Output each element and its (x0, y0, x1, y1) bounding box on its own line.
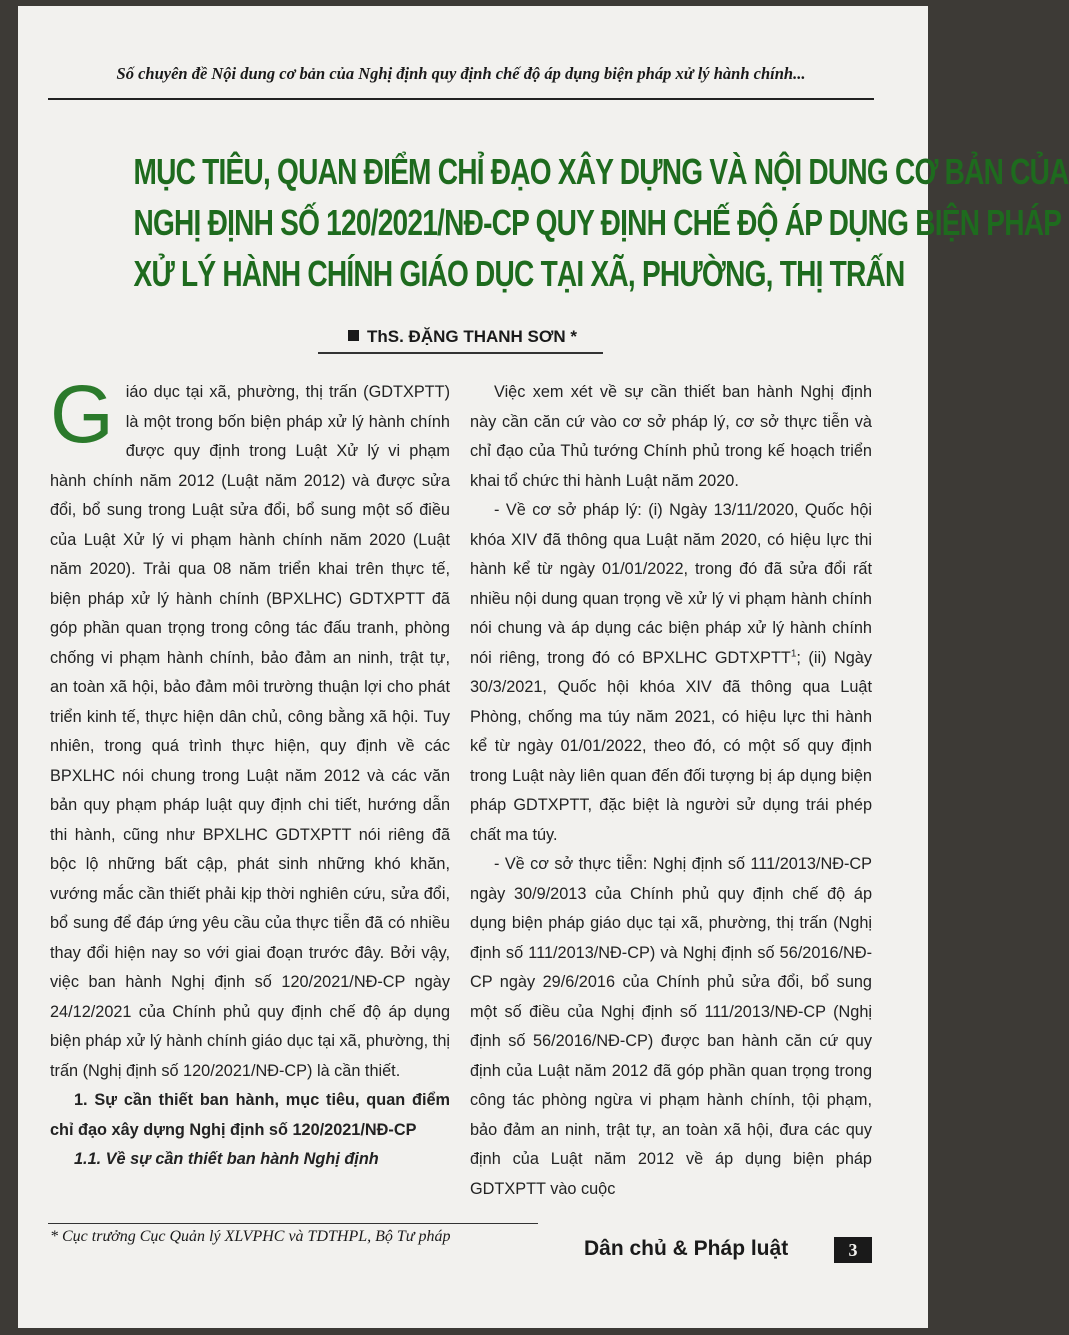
paragraph-necessity: Việc xem xét về sự cần thiết ban hành Nghị định này cần căn cứ vào cơ sở pháp lý, cơ sở thực tiễn và chỉ đạo của Thủ tướng Chính phủ trong kế hoạch triển khai tổ chức thi hành Luật năm 2020. (470, 383, 872, 490)
footnote-ref[interactable]: 1 (790, 648, 797, 660)
right-column (470, 378, 872, 1204)
intro-paragraph (50, 369, 450, 1086)
section-heading: 1. Sự cần thiết ban hành, mục tiêu, quan điểm chỉ đạo xây dựng Nghị định số 120/2021/NĐ-CP (50, 1091, 450, 1139)
legal-basis-text-1: - Về cơ sở pháp lý: (i) Ngày 13/11/2020, Quốc hội khóa XIV đã thông qua Luật năm 2020, có hiệu lực thi hành kể từ ngày 01/01/2022, trong đó đã sửa đổi rất nhiều nội dung quan trọng về xử lý vi phạm hành chính nói chung và áp dụng các biện pháp xử lý hành chính nói riêng, trong đó có BPXLHC GDTXPTT (470, 501, 872, 667)
legal-basis-text-2: ; (ii) Ngày 30/3/2021, Quốc hội khóa XIV đã thông qua Luật Phòng, chống ma túy năm 2021, có hiệu lực thi hành kể từ ngày 01/01/2022, theo đó, có một số quy định trong Luật này liên quan đến đối tượng bị áp dụng biện pháp GDTXPTT, đặc biệt là người sử dụng trái phép chất ma túy. (470, 648, 872, 844)
left-column (50, 369, 450, 1175)
page-number: 3 (834, 1237, 872, 1263)
author-block (318, 322, 618, 354)
title-line-3: XỬ LÝ HÀNH CHÍNH GIÁO DỤC TẠI XÃ, PHƯỜNG, THỊ TRẤN (133, 253, 905, 294)
paragraph-practical-basis: - Về cơ sở thực tiễn: Nghị định số 111/2013/NĐ-CP ngày 30/9/2013 của Chính phủ quy định chế độ áp dụng biện pháp giáo dục tại xã, phường, thị trấn (Nghị định số 111/2013/NĐ-CP) và Nghị định số 56/2016/NĐ-CP ngày 29/6/2016 của Chính phủ sửa đổi, bổ sung một số điều của Nghị định số 111/2013/NĐ-CP (Nghị định số 56/2016/NĐ-CP) được ban hành căn cứ quy định của Luật năm 2012 đã góp phần quan trọng trong công tác phòng ngừa vi phạm hành chính, tội phạm, bảo đảm an ninh, trật tự, an toàn xã hội, đưa các quy định của Luật năm 2012 về áp dụng biện pháp GDTXPTT vào cuộc (470, 855, 872, 1198)
subsection-heading: 1.1. Về sự cần thiết ban hành Nghị định (74, 1150, 379, 1168)
title-line-2: NGHỊ ĐỊNH SỐ 120/2021/NĐ-CP QUY ĐỊNH CHẾ ĐỘ ÁP DỤNG BIỆN PHÁP (133, 202, 1062, 243)
paragraph-legal-basis (470, 496, 872, 850)
magazine-page (18, 6, 1069, 1328)
footnote-rule (48, 1223, 538, 1224)
square-bullet-icon (348, 330, 359, 341)
title-line-1: MỤC TIÊU, QUAN ĐIỂM CHỈ ĐẠO XÂY DỰNG VÀ NỘI DUNG CƠ BẢN CỦA (133, 151, 1069, 192)
author-underline (318, 352, 603, 354)
footnote: * Cục trưởng Cục Quản lý XLVPHC và TDTHPL, Bộ Tư pháp (50, 1228, 451, 1245)
running-head: Số chuyên đề Nội dung cơ bản của Nghị định quy định chế độ áp dụng biện pháp xử lý hành chính... (116, 64, 806, 83)
drop-cap: G (50, 369, 114, 460)
intro-text: iáo dục tại xã, phường, thị trấn (GDTXPTT) là một trong bốn biện pháp xử lý hành chính được quy định trong Luật Xử lý vi phạm hành chính năm 2012 (Luật năm 2012) và được sửa đổi, bổ sung trong Luật sửa đổi, bổ sung một số điều của Luật Xử lý vi phạm hành chính năm 2020 (Luật năm 2020). Trải qua 08 năm triển khai trên thực tế, biện pháp xử lý hành chính (BPXLHC) GDTXPTT đã góp phần quan trọng trong công tác đấu tranh, phòng chống vi phạm hành chính, bảo đảm an ninh, trật tự, an toàn xã hội, bảo đảm môi trường thuận lợi cho phát triển kinh tế, thực hiện dân chủ, công bằng xã hội. Tuy nhiên, trong quá trình thực hiện, quy định về các BPXLHC nói chung trong Luật năm 2012 và các văn bản quy phạm pháp luật quy định chi tiết, hướng dẫn thi hành, cũng như BPXLHC GDTXPTT nói riêng đã bộc lộ những bất cập, phát sinh những khó khăn, vướng mắc cần thiết phải kịp thời nghiên cứu, sửa đổi, bổ sung để đáp ứng yêu cầu của thực tiễn đã có nhiều thay đổi hiện nay so với giai đoạn trước đây. Bởi vậy, việc ban hành Nghị định số 120/2021/NĐ-CP ngày 24/12/2021 của Chính phủ quy định chế độ áp dụng biện pháp xử lý hành chính giáo dục tại xã, phường, thị trấn (Nghị định số 120/2021/NĐ-CP) là cần thiết. (50, 383, 450, 1080)
journal-name: Dân chủ & Pháp luật (584, 1237, 789, 1260)
header-rule (48, 98, 874, 100)
article-title (133, 146, 1069, 299)
author-name: ThS. ĐẶNG THANH SƠN * (367, 327, 578, 346)
author-byline (348, 327, 577, 347)
